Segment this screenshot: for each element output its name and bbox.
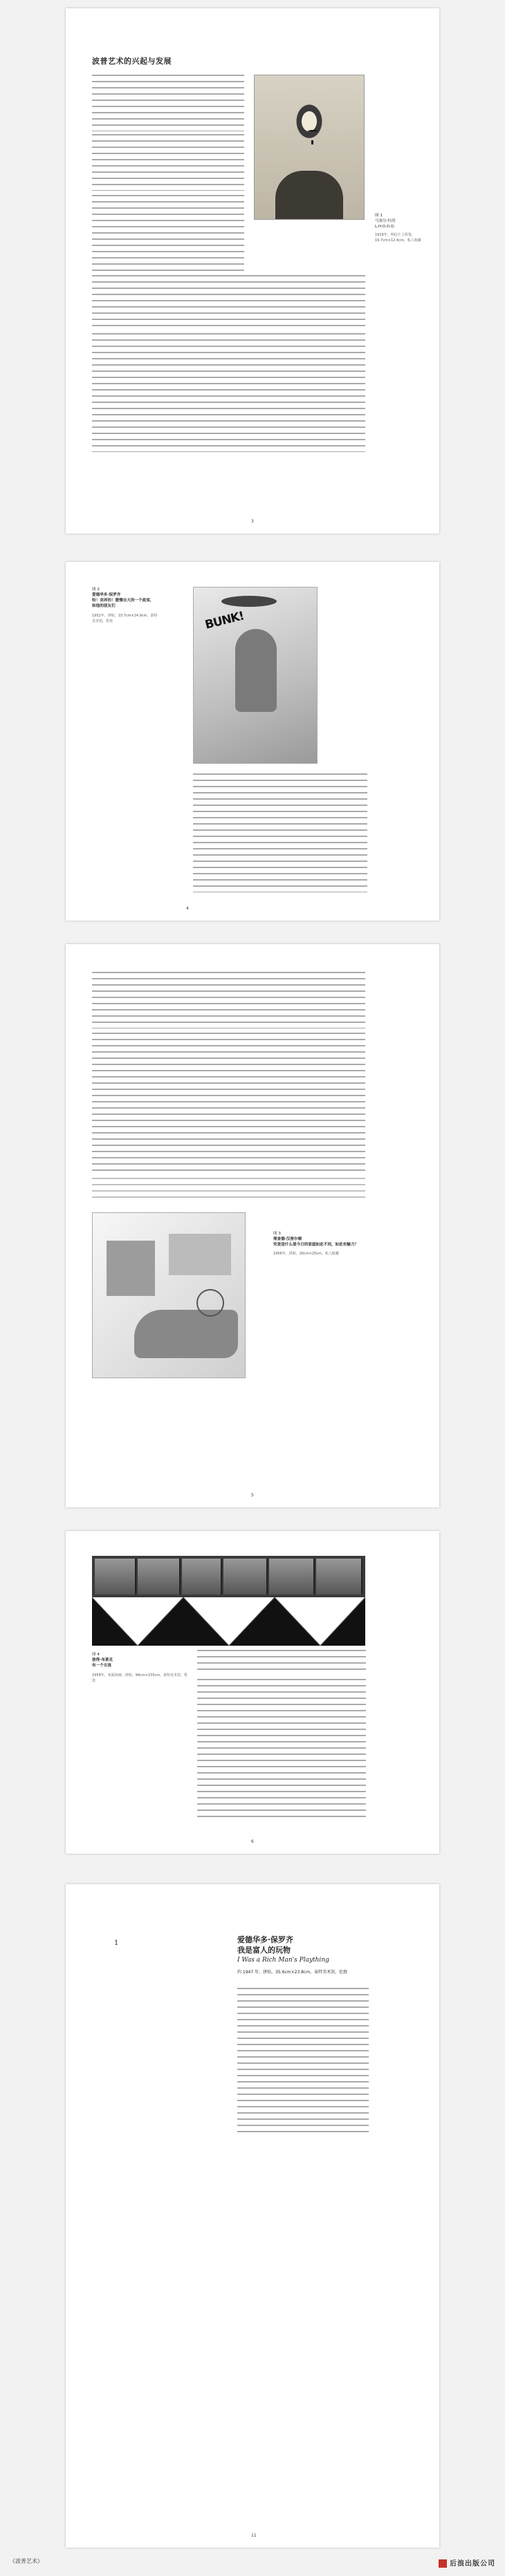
- figure-label: 图 4: [92, 1653, 100, 1657]
- mustache-mark: [308, 130, 318, 133]
- text-paragraph-2: [197, 1679, 366, 1817]
- figure-3-caption: [273, 1231, 370, 1257]
- page-number: 4: [186, 906, 189, 911]
- bunk-logo-text: BUNK!: [203, 609, 246, 632]
- figure-note: 1956年，拼贴，26cm×25cm，私人收藏: [273, 1252, 339, 1256]
- text-paragraph-5: [92, 333, 365, 452]
- zigzag-svg: [92, 1597, 365, 1646]
- figure-artist: 爱德华多·保罗齐: [92, 593, 121, 597]
- figure-artist: 马塞尔·杜尚: [375, 219, 396, 223]
- figure-note: 1919年，明信片上铅笔，19.7cm×12.4cm，私人收藏: [375, 233, 421, 243]
- figure-title: 有一个女孩: [92, 1664, 111, 1668]
- figure-4-caption: [92, 1652, 189, 1684]
- chapter-meta: 约 1947 年，拼贴，35.6cm×23.8cm，泰特美术馆，伦敦: [237, 1970, 348, 1975]
- figure-artist: 彼得·布莱克: [92, 1658, 113, 1662]
- text-paragraph: [237, 1988, 369, 2133]
- bunk-collage-image: [193, 587, 318, 764]
- publisher-name: 后浪出版公司: [450, 2559, 495, 2568]
- text-paragraph: [193, 773, 367, 892]
- text-paragraph-4: [92, 275, 365, 329]
- figure-1-caption: [375, 213, 430, 243]
- page-number: 11: [251, 2533, 257, 2538]
- page-5: [66, 1884, 439, 2548]
- figure-2-caption: [92, 587, 158, 624]
- figure-label: 图 1: [375, 214, 383, 218]
- page-3: [66, 944, 439, 1507]
- page-4: [66, 1531, 439, 1854]
- text-paragraph-1: [197, 1650, 366, 1674]
- chapter-subtitle: I Was a Rich Man's Plaything: [237, 1957, 329, 1964]
- book-title-footer: 《波普艺术》: [10, 2558, 43, 2564]
- figure-artist: 理查德·汉密尔顿: [273, 1237, 302, 1241]
- page-1: [66, 8, 439, 534]
- goatee-mark: [311, 140, 313, 144]
- chapter-title: [237, 1935, 293, 1955]
- mona-lisa-image: [254, 75, 365, 220]
- figure-note: 1959年，布面油画，拼贴，94cm×155cm，泰特美术馆，伦敦: [92, 1673, 188, 1683]
- text-paragraph-1: [92, 972, 365, 1028]
- figure-label: 图 3: [273, 1232, 281, 1236]
- chapter-title-line-1: 爱德华多·保罗齐: [237, 1935, 293, 1944]
- hamilton-collage-image: [92, 1212, 246, 1378]
- figure-note: 1952年，拼贴，33.7cm×24.9cm，泰特美术馆，伦敦: [92, 614, 158, 623]
- chapter-number: 1: [114, 1939, 119, 1947]
- publisher-mark-icon: [439, 2559, 447, 2568]
- quote-block: [92, 1178, 365, 1200]
- figure-title: 哈！卖弄的！傲慢自大的一个政客，和他的朋友们: [92, 599, 154, 608]
- figure-title: 究竟是什么使今日的家庭如此不同，如此有魅力？: [273, 1243, 359, 1247]
- figure-label: 图 2: [92, 587, 100, 592]
- page-number: 6: [251, 1839, 254, 1844]
- page-2: [66, 562, 439, 921]
- page-number: 5: [251, 1493, 254, 1498]
- text-paragraph-2: [92, 1033, 365, 1171]
- section-title: 波普艺术的兴起与发展: [92, 57, 172, 66]
- figure-title: L.H.O.O.Q.: [375, 225, 395, 229]
- page-number: 3: [251, 519, 254, 524]
- text-paragraph-3: [92, 195, 244, 271]
- text-paragraph-2: [92, 134, 244, 191]
- chapter-title-line-2: 我是富人的玩物: [237, 1946, 291, 1955]
- text-paragraph-1: [92, 75, 244, 131]
- publisher-logo: [439, 2557, 495, 2568]
- photo-strip-image: [92, 1556, 365, 1597]
- zigzag-pattern-image: [92, 1597, 365, 1646]
